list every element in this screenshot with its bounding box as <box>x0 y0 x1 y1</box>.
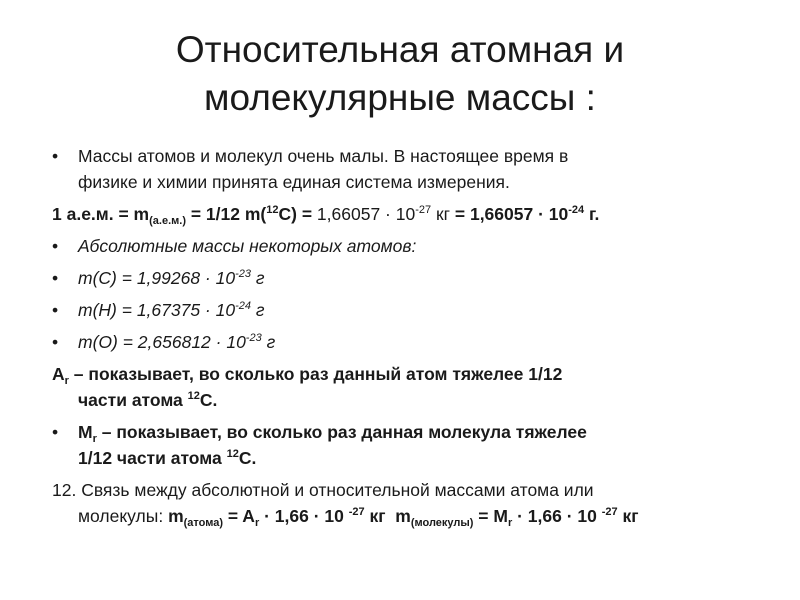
amu-g-exponent: -24 <box>568 204 585 216</box>
amu-kg-unit: кг <box>431 204 451 224</box>
mass-carbon-exponent: -23 <box>235 268 251 280</box>
bullet-abs-heading <box>52 233 772 259</box>
slide-title <box>0 26 800 122</box>
formula-atom-m: m <box>168 506 184 526</box>
formula-molecule-eq: = M <box>473 506 508 526</box>
mass-hydrogen-value: m(H) = 1,67375 · 10 <box>78 300 236 320</box>
amu-subscript: (а.е.м.) <box>149 215 186 227</box>
mr-subscript: r <box>92 433 97 445</box>
mr-line-1: – показывает, во сколько раз данная молекула тяжелее <box>96 422 587 442</box>
ar-carbon: C. <box>199 390 218 410</box>
formula-molecule-subscript: (молекулы) <box>410 517 474 529</box>
formula-atom-exponent: -27 <box>348 506 365 518</box>
bullet-marker: • <box>52 300 59 320</box>
formula-molecule-unit: кг <box>617 506 639 526</box>
bullet-marker: • <box>52 422 59 442</box>
mr-carbon: C. <box>238 448 257 468</box>
amu-g-value: = 1,66057 · 10 <box>450 204 569 224</box>
mr-line-2: 1/12 части атома <box>78 448 227 468</box>
amu-equals: = 1/12 m( <box>185 204 267 224</box>
formula-molecule-m: m <box>395 506 411 526</box>
mass-oxygen-unit: г <box>261 332 276 352</box>
mass-carbon-unit: г <box>251 268 265 288</box>
ar-subscript: r <box>64 375 69 387</box>
mr-isotope-12: 12 <box>226 448 239 460</box>
amu-definition <box>52 201 772 227</box>
abs-masses-heading: Абсолютные массы некоторых атомов: <box>78 236 417 256</box>
mass-carbon-value: m(C) = 1,99268 · 10 <box>78 268 236 288</box>
relation-number: 12. <box>52 480 77 500</box>
bullet-marker: • <box>52 146 59 166</box>
formula-atom-unit: кг <box>364 506 386 526</box>
formula-atom-subscript: (атома) <box>183 517 223 529</box>
bullet-mass-carbon <box>52 265 772 291</box>
relation-line-2: молекулы: <box>78 506 169 526</box>
amu-kg-value: 1,66057 · 10 <box>316 204 416 224</box>
formula-atom-value: · 1,66 · 10 <box>259 506 349 526</box>
intro-line-2: физике и химии принята единая система измерения. <box>78 172 510 192</box>
ar-line-2: части атома <box>78 390 188 410</box>
amu-kg-exponent: -27 <box>415 204 432 216</box>
bullet-mass-oxygen <box>52 329 772 355</box>
formula-molecule-value: · 1,66 · 10 <box>512 506 602 526</box>
mass-oxygen-value: m(O) = 2,656812 · 10 <box>78 332 246 352</box>
slide-content <box>52 143 772 529</box>
amu-label: 1 а.е.м. = m <box>52 204 150 224</box>
formula-molecule-r: r <box>507 517 513 529</box>
ar-definition <box>52 361 772 413</box>
amu-carbon: C) = <box>278 204 317 224</box>
ar-line-1: – показывает, во сколько раз данный атом тяжелее 1/12 <box>68 364 563 384</box>
bullet-mr-definition <box>52 419 772 471</box>
slide-title-line-1: Относительная атомная и <box>175 29 625 70</box>
relation-paragraph <box>52 477 772 529</box>
bullet-intro <box>52 143 772 195</box>
formula-atom-r: r <box>254 517 260 529</box>
mass-oxygen-exponent: -23 <box>245 332 262 344</box>
slide-title-line-2: молекулярные массы : <box>204 77 596 118</box>
amu-isotope-12: 12 <box>266 204 279 216</box>
mr-symbol: M <box>78 422 93 442</box>
bullet-mass-hydrogen <box>52 297 772 323</box>
bullet-marker: • <box>52 236 59 256</box>
formula-molecule-exponent: -27 <box>601 506 618 518</box>
relation-line-1: Связь между абсолютной и относительной массами атома или <box>76 480 594 500</box>
formula-atom-eq: = A <box>223 506 255 526</box>
mass-hydrogen-exponent: -24 <box>235 300 251 312</box>
bullet-marker: • <box>52 332 59 352</box>
mass-hydrogen-unit: г <box>251 300 265 320</box>
ar-symbol: A <box>52 364 65 384</box>
bullet-marker: • <box>52 268 59 288</box>
intro-line-1: Массы атомов и молекул очень малы. В настоящее время в <box>78 146 569 166</box>
ar-isotope-12: 12 <box>187 390 200 402</box>
amu-g-unit: г. <box>584 204 600 224</box>
